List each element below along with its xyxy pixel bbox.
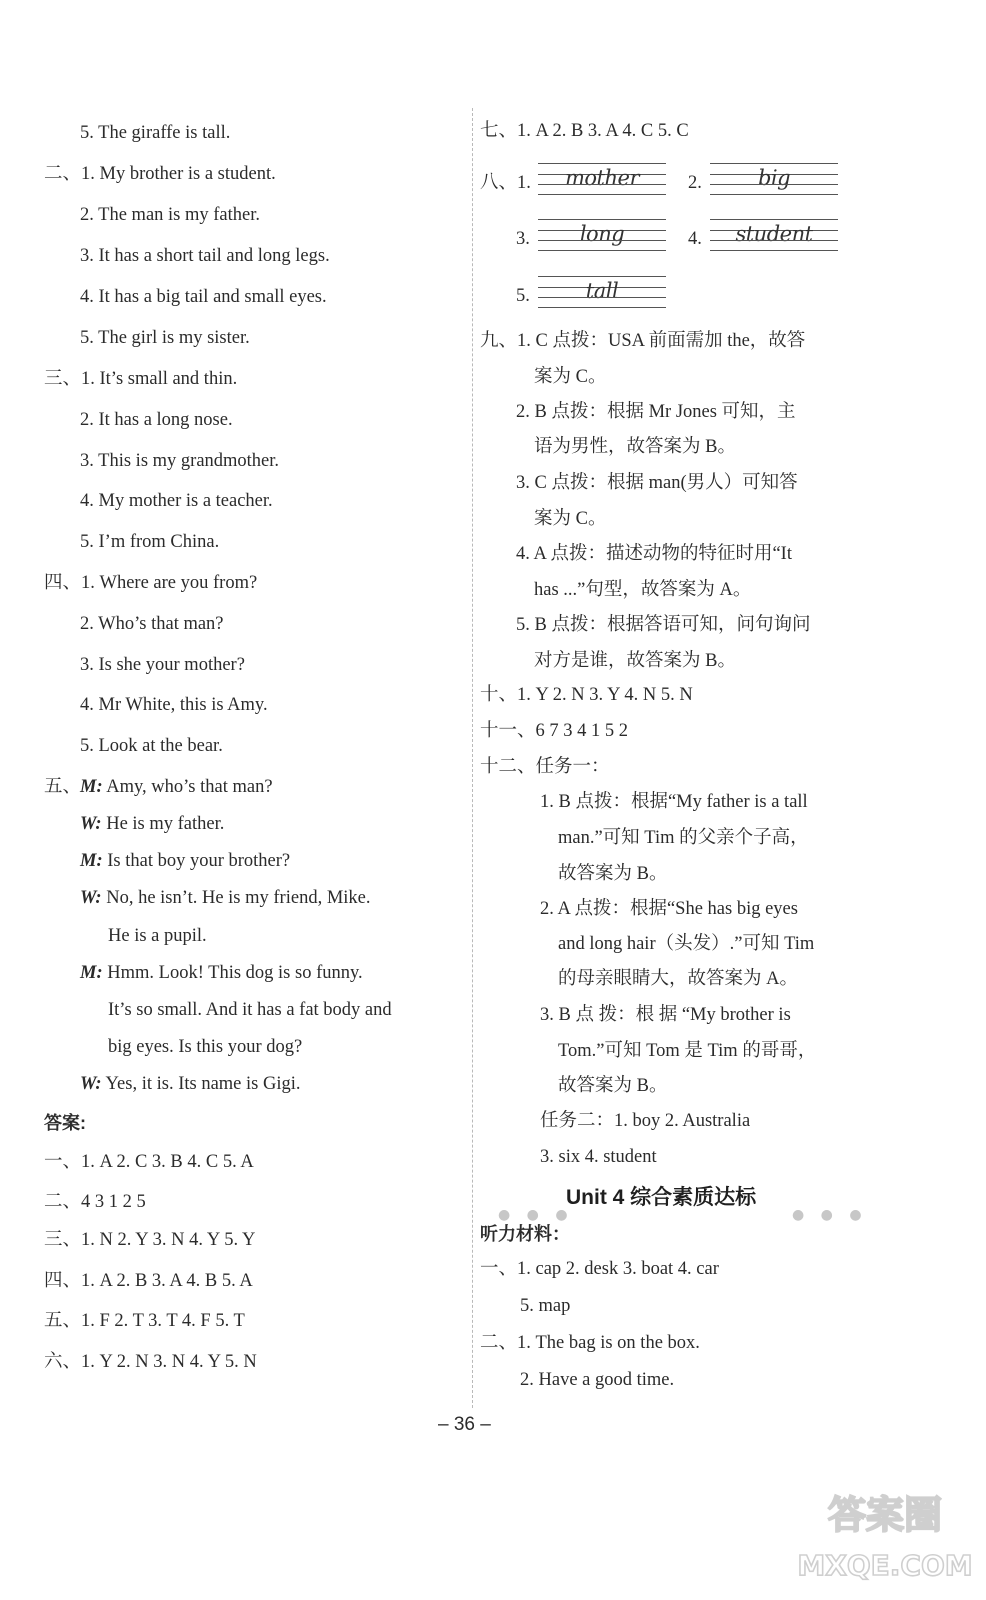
answer-line: 5. The girl is my sister. xyxy=(80,328,250,348)
answer-line: 2. It has a long nose. xyxy=(80,410,233,430)
answer-line: 十二、任务一： xyxy=(480,757,610,777)
answer-line: 4. Mr White, this is Amy. xyxy=(80,695,268,715)
section-number: 五、 xyxy=(44,777,82,797)
hint-line: 九、1. C 点拨：USA 前面需加 the，故答 xyxy=(480,331,806,351)
handwritten-word: long xyxy=(579,222,625,246)
handwritten-word: student xyxy=(735,222,813,246)
hint-line: 的母亲眼睛大，故答案为 A。 xyxy=(558,969,798,989)
answer-line: 二、4 3 1 2 5 xyxy=(44,1192,146,1212)
handwritten-word: big xyxy=(757,166,791,190)
speaker-label: W: xyxy=(80,888,102,908)
answer-line: 二、1. My brother is a student. xyxy=(44,164,276,184)
answer-line: 5. Look at the bear. xyxy=(80,736,223,756)
answer-line: 六、1. Y 2. N 3. N 4. Y 5. N xyxy=(44,1352,257,1372)
dialogue-line xyxy=(80,778,273,797)
answer-line: 3. Is she your mother? xyxy=(80,655,245,675)
item-number: 4. xyxy=(688,229,702,249)
handwritten-word: mother xyxy=(565,166,639,190)
hint-line: 4. A 点拨：描述动物的特征时用“It xyxy=(516,544,792,564)
hint-line: 语为男性，故答案为 B。 xyxy=(534,437,736,457)
answer-line: 四、1. Where are you from? xyxy=(44,573,258,593)
handwriting-box xyxy=(538,276,666,308)
dialogue-text: Is that boy your brother? xyxy=(102,851,291,871)
speaker-label: W: xyxy=(80,814,102,834)
handwriting-box xyxy=(538,163,666,195)
answer-line: 任务二：1. boy 2. Australia xyxy=(540,1111,751,1131)
answer-line: 2. Have a good time. xyxy=(520,1370,675,1390)
dialogue-line xyxy=(80,889,371,908)
speaker-label: M: xyxy=(80,777,103,797)
hint-line: and long hair（头发）.”可知 Tim xyxy=(558,934,815,954)
dialogue-text: He is my father. xyxy=(101,814,225,834)
answer-line: 2. Who’s that man? xyxy=(80,614,224,634)
answer-line: 3. six 4. student xyxy=(540,1147,657,1167)
hint-line: 案为 C。 xyxy=(534,367,607,387)
dialogue-line xyxy=(80,964,363,983)
answer-line: 一、1. A 2. C 3. B 4. C 5. A xyxy=(44,1152,254,1172)
decorative-dots: ● ● ● xyxy=(792,1207,868,1223)
answer-line: 3. This is my grandmother. xyxy=(80,451,280,471)
dialogue-text: Hmm. Look! This dog is so funny. xyxy=(102,963,363,983)
dialogue-line xyxy=(80,852,290,871)
answer-line: 一、1. cap 2. desk 3. boat 4. car xyxy=(480,1259,719,1279)
column-divider xyxy=(472,108,473,1408)
hint-line: 案为 C。 xyxy=(534,509,607,529)
answer-line: 3. It has a short tail and long legs. xyxy=(80,246,330,266)
hint-line: 3. C 点拨：根据 man(男人）可知答 xyxy=(516,473,798,493)
dialogue-text: Yes, it is. Its name is Gigi. xyxy=(101,1074,301,1094)
answer-line: 十、1. Y 2. N 3. Y 4. N 5. N xyxy=(480,685,693,705)
hint-line: 3. B 点 拨：根 据 “My brother is xyxy=(540,1005,791,1025)
speaker-label: W: xyxy=(80,1074,102,1094)
item-number: 2. xyxy=(688,173,702,193)
dialogue-line: He is a pupil. xyxy=(108,926,207,946)
handwriting-box xyxy=(710,219,838,251)
watermark-logo xyxy=(790,1480,980,1590)
dialogue-text: No, he isn’t. He is my friend, Mike. xyxy=(101,888,371,908)
speaker-label: M: xyxy=(80,851,103,871)
hint-line: 2. A 点拨：根据“She has big eyes xyxy=(540,899,798,919)
watermark-title: 答案圈 xyxy=(827,1493,943,1537)
item-number: 5. xyxy=(516,286,530,306)
hint-line: 1. B 点拨：根据“My father is a tall xyxy=(540,792,808,812)
answer-line: 三、1. N 2. Y 3. N 4. Y 5. Y xyxy=(44,1230,256,1250)
answer-line-prefix: 八、1. xyxy=(480,173,531,193)
decorative-dots: ● ● ● xyxy=(498,1207,574,1223)
item-number: 3. xyxy=(516,229,530,249)
watermark-url: MXQE.COM xyxy=(797,1549,973,1582)
hint-line: 对方是谁，故答案为 B。 xyxy=(534,651,736,671)
handwriting-box xyxy=(710,163,838,195)
answer-line: 五、1. F 2. T 3. T 4. F 5. T xyxy=(44,1311,245,1331)
dialogue-text: Amy, who’s that man? xyxy=(102,777,273,797)
hint-line: 故答案为 B。 xyxy=(558,1076,668,1096)
hint-line: 2. B 点拨：根据 Mr Jones 可知，主 xyxy=(516,402,796,422)
hint-line: 故答案为 B。 xyxy=(558,864,668,884)
hint-line: man.”可知 Tim 的父亲个子高， xyxy=(558,828,809,848)
dialogue-line xyxy=(80,1075,301,1094)
speaker-label: M: xyxy=(80,963,103,983)
answer-line: 二、1. The bag is on the box. xyxy=(480,1333,700,1353)
hint-line: 5. B 点拨：根据答语可知，问句询问 xyxy=(516,615,811,635)
page-number: – 36 – xyxy=(438,1414,491,1435)
answer-line: 5. The giraffe is tall. xyxy=(80,123,231,143)
hint-line: Tom.”可知 Tom 是 Tim 的哥哥， xyxy=(558,1041,817,1061)
answer-line: 2. The man is my father. xyxy=(80,205,260,225)
answer-line: 4. It has a big tail and small eyes. xyxy=(80,287,327,307)
dialogue-line xyxy=(80,815,224,834)
answer-line: 十一、6 7 3 4 1 5 2 xyxy=(480,721,629,741)
hint-line: has ...”句型，故答案为 A。 xyxy=(534,580,752,600)
listening-heading: 听力材料： xyxy=(480,1224,570,1244)
answer-line: 四、1. A 2. B 3. A 4. B 5. A xyxy=(44,1271,253,1291)
answer-line: 三、1. It’s small and thin. xyxy=(44,369,238,389)
dialogue-line: It’s so small. And it has a fat body and xyxy=(108,1000,392,1020)
section-title: Unit 4 综合素质达标 xyxy=(566,1186,757,1209)
answer-line: 七、1. A 2. B 3. A 4. C 5. C xyxy=(480,121,689,141)
dialogue-line: big eyes. Is this your dog? xyxy=(108,1037,303,1057)
handwriting-box xyxy=(538,219,666,251)
handwritten-word: tall xyxy=(585,279,619,303)
answer-line: 5. I’m from China. xyxy=(80,532,220,552)
answer-line: 5. map xyxy=(520,1296,571,1316)
answer-line: 4. My mother is a teacher. xyxy=(80,491,273,511)
answers-heading: 答案: xyxy=(44,1113,86,1133)
